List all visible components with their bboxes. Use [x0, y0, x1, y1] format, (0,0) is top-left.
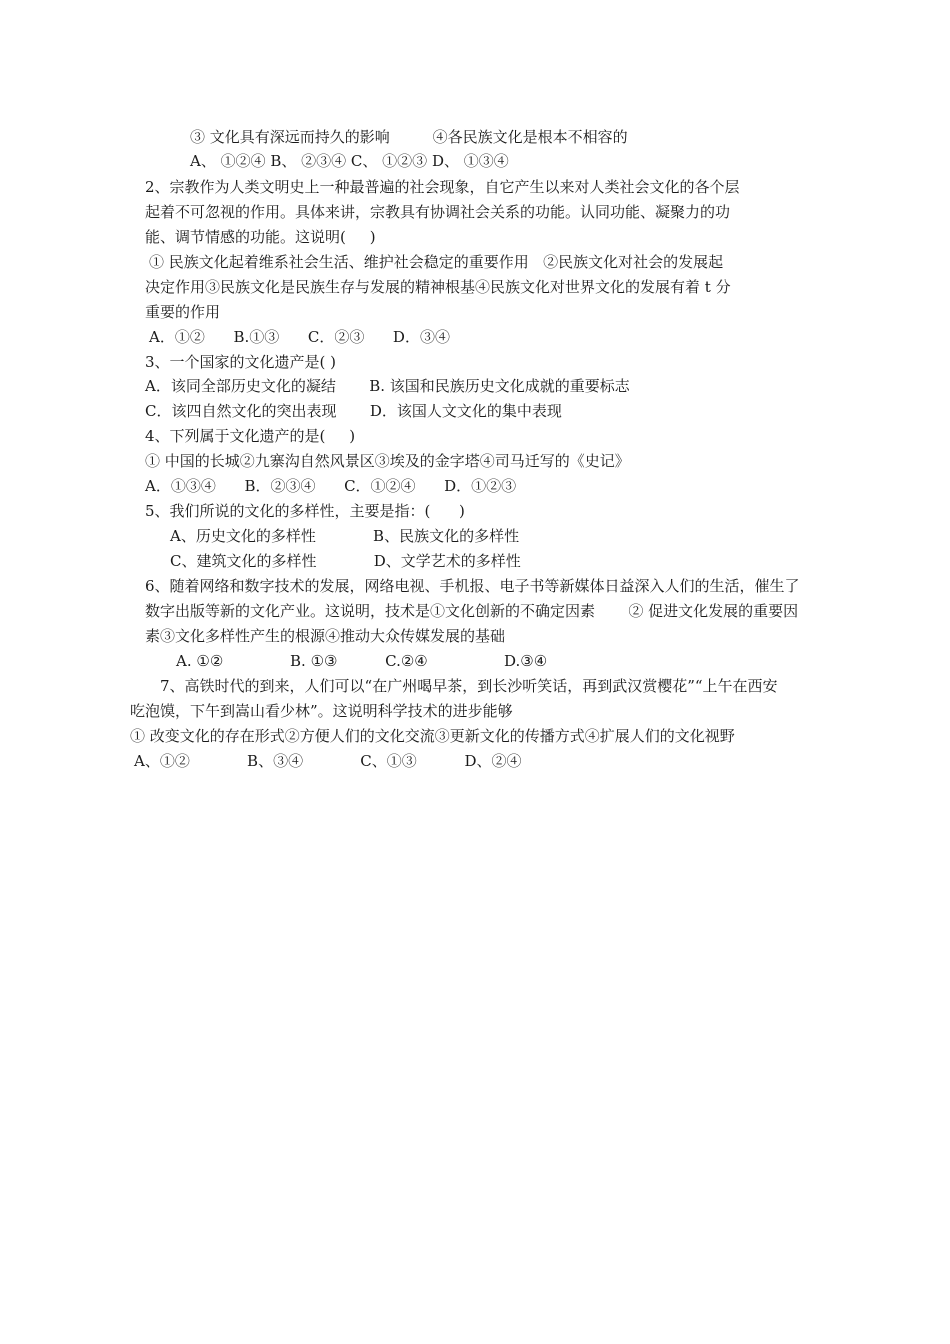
q3-options-ab: A．该同全部历史文化的凝结 B. 该国和民族历史文化成就的重要标志 — [145, 377, 630, 395]
q6-stem-line-3: 素③文化多样性产生的根源④推动大众传媒发展的基础 — [145, 627, 506, 645]
q6-options: A. ①② B. ①③ C.②④ D.③④ — [176, 652, 548, 670]
q3-stem: 3、一个国家的文化遗产是( ) — [145, 353, 337, 371]
q2-statements-line-3: 重要的作用 — [145, 303, 221, 321]
q5-stem: 5、我们所说的文化的多样性，主要是指：( ) — [145, 502, 465, 520]
q4-options: A．①③④ B．②③④ C．①②④ D．①②③ — [145, 477, 517, 495]
q5-options-ab: A、历史文化的多样性 B、民族文化的多样性 — [170, 527, 520, 545]
q6-stem-line-2: 数字出版等新的文化产业。这说明，技术是①文化创新的不确定因素 ② 促进文化发展的重要因 — [145, 602, 799, 620]
q2-stem-line-2: 起着不可忽视的作用。具体来讲，宗教具有协调社会关系的功能。认同功能、凝聚力的功 — [145, 203, 731, 221]
q2-options: A．①② B.①③ C．②③ D．③④ — [149, 328, 450, 346]
q1-statements-3-4: ③ 文化具有深远而持久的影响 ④各民族文化是根本不相容的 — [190, 128, 628, 146]
q7-stem-line-1: 7、高铁时代的到来，人们可以“在广州喝早茶，到长沙听笑话，再到武汉赏樱花”“上午在西安 — [160, 677, 778, 695]
q2-statements-line-1: ① 民族文化起着维系社会生活、维护社会稳定的重要作用 ②民族文化对社会的发展起 — [149, 253, 724, 271]
q7-options: A、①② B、③④ C、①③ D、②④ — [134, 752, 522, 770]
q2-statements-line-2: 决定作用③民族文化是民族生存与发展的精神根基④民族文化对世界文化的发展有着 t 分 — [145, 278, 731, 296]
q1-options: A、 ①②④ B、 ②③④ C、 ①②③ D、 ①③④ — [190, 152, 509, 170]
q5-options-cd: C、建筑文化的多样性 D、文学艺术的多样性 — [170, 552, 521, 570]
q2-stem-line-1: 2、宗教作为人类文明史上一种最普遍的社会现象，自它产生以来对人类社会文化的各个层 — [145, 178, 740, 196]
q2-stem-line-3: 能、调节情感的功能。这说明( ) — [145, 228, 376, 246]
q7-stem-line-2: 吃泡馍，下午到嵩山看少林”。这说明科学技术的进步能够 — [130, 702, 513, 720]
q6-stem-line-1: 6、随着网络和数字技术的发展，网络电视、手机报、电子书等新媒体日益深入人们的生活，催生了 — [145, 577, 800, 595]
q4-stem: 4、下列属于文化遗产的是( ) — [145, 427, 356, 445]
q4-statements: ① 中国的长城②九寨沟自然风景区③埃及的金字塔④司马迁写的《史记》 — [145, 452, 630, 470]
q7-statements: ① 改变文化的存在形式②方便人们的文化交流③更新文化的传播方式④扩展人们的文化视野 — [130, 727, 735, 745]
q3-options-cd: C．该四自然文化的突出表现 D．该国人文文化的集中表现 — [145, 402, 562, 420]
